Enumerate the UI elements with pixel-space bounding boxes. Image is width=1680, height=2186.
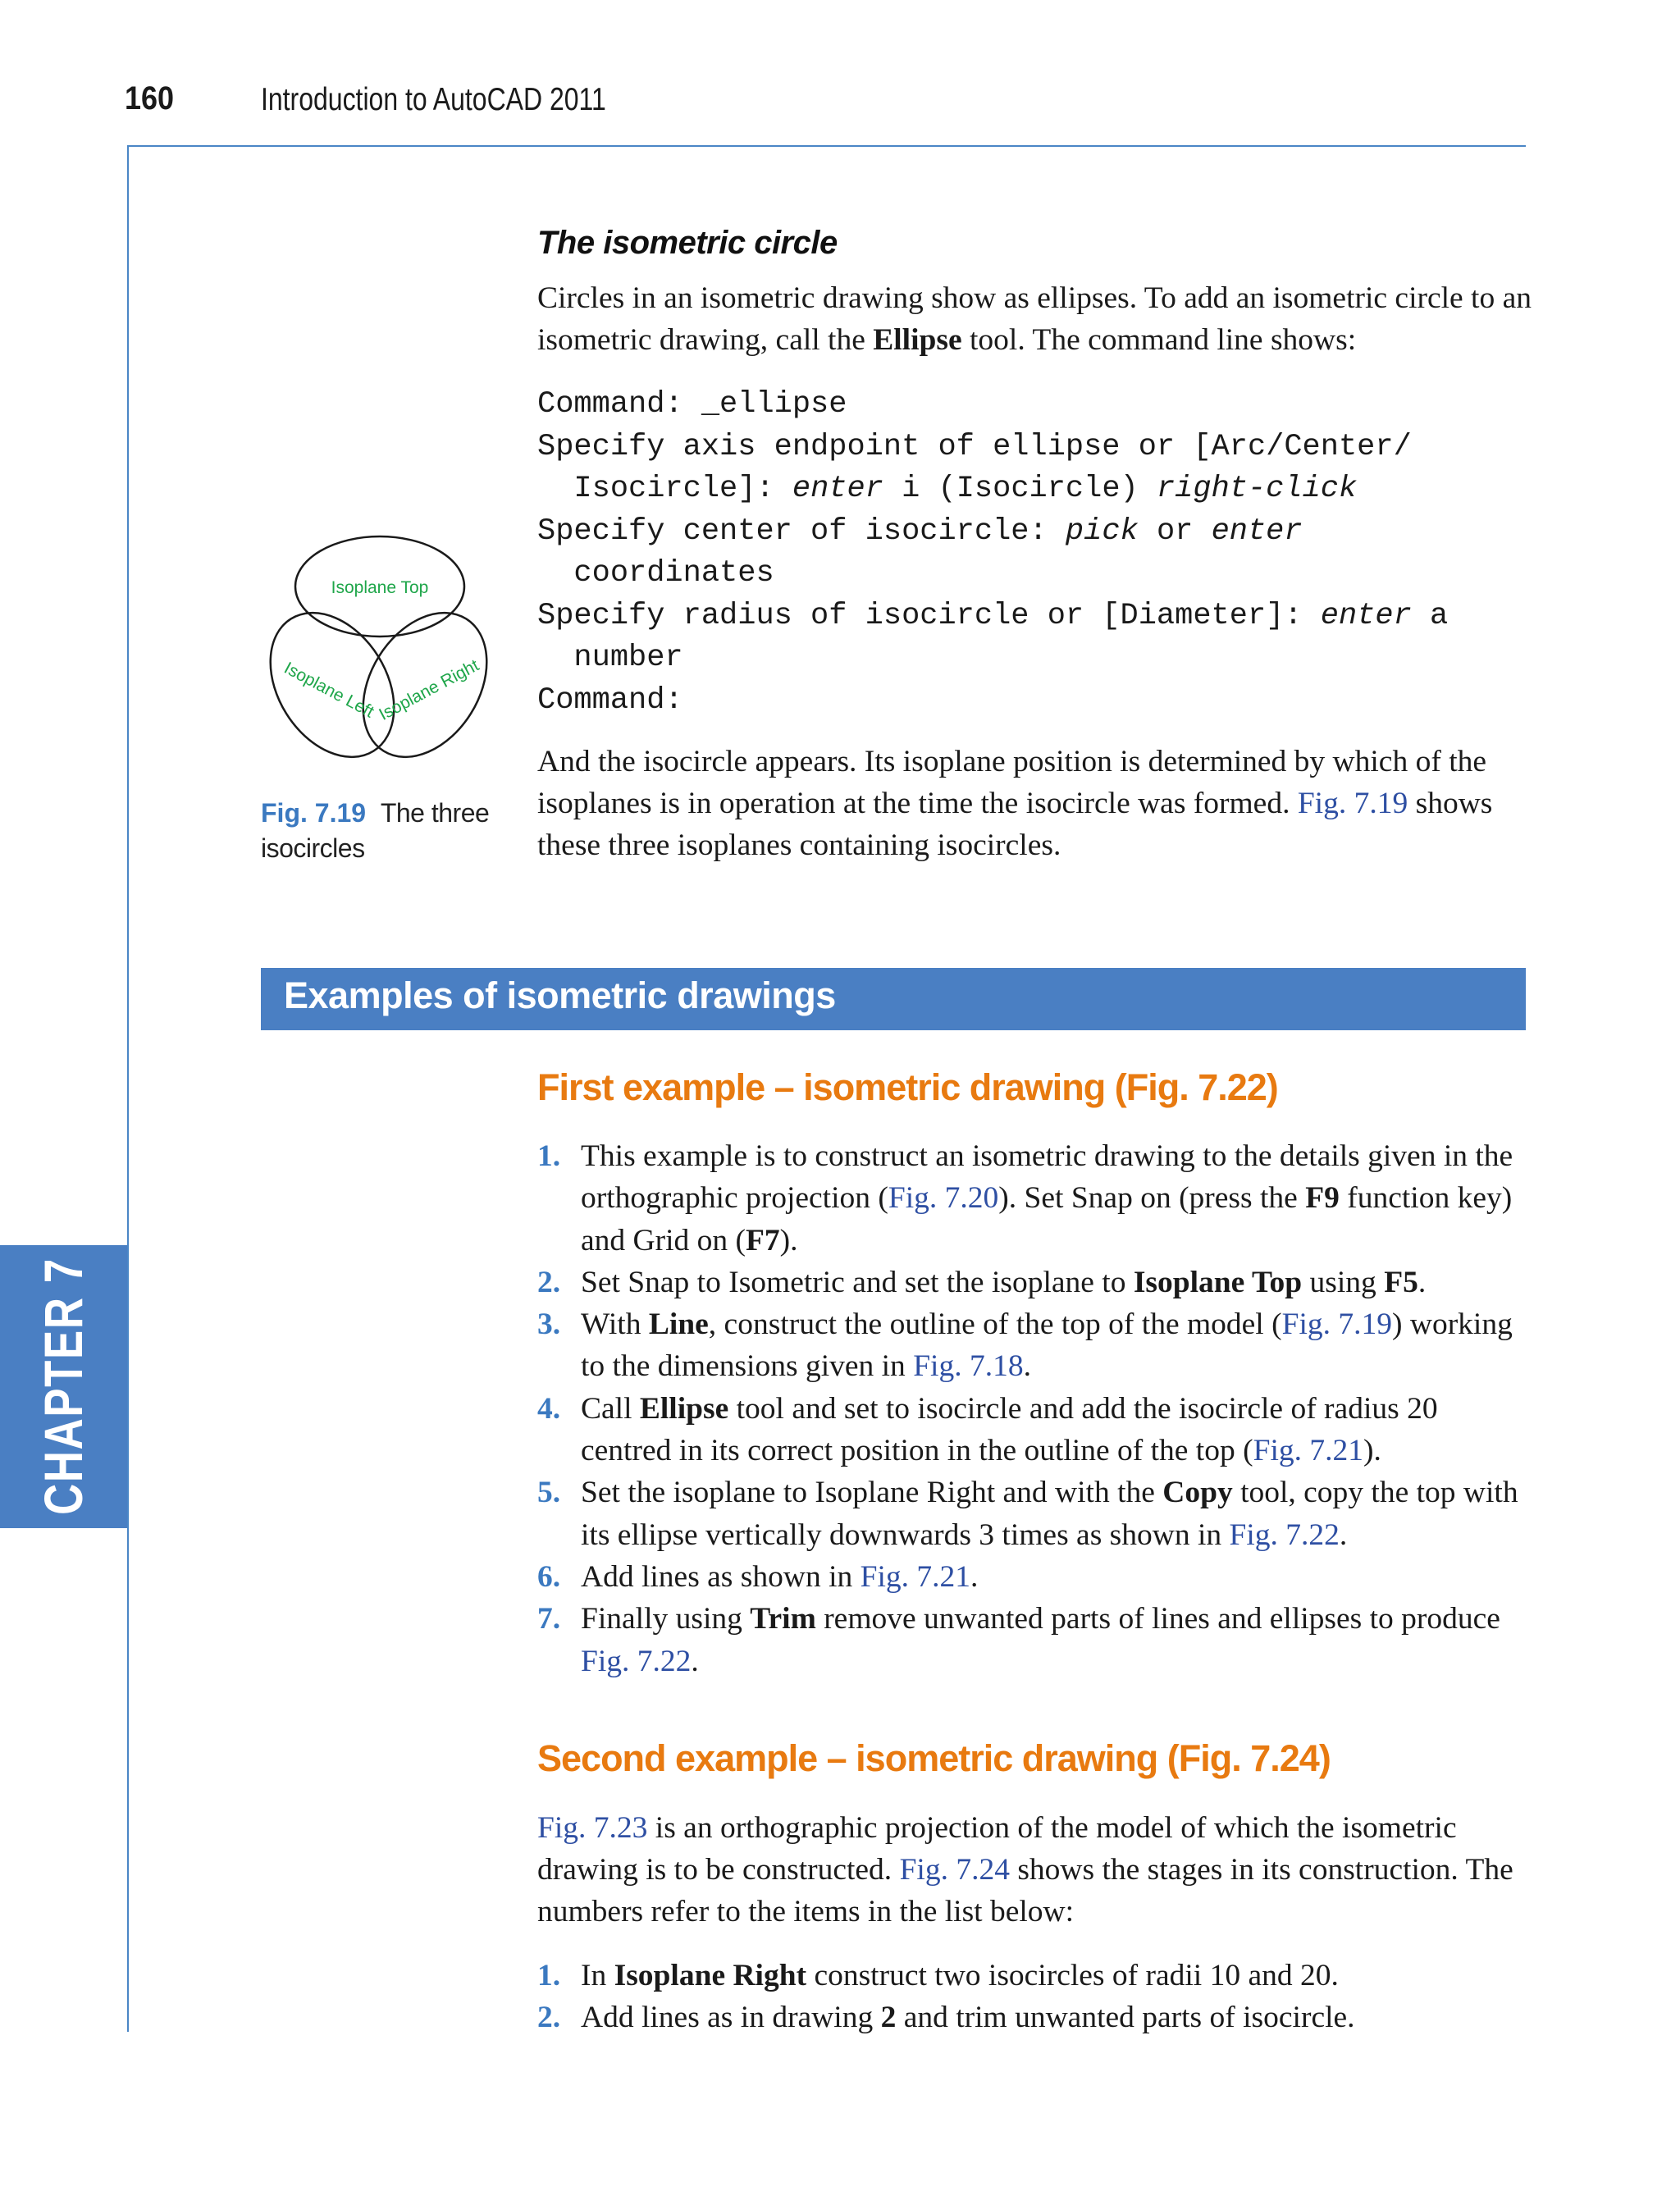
page-number: 160 — [125, 80, 175, 116]
chapter-tab-label: CHAPTER 7 — [33, 1257, 94, 1515]
label-isoplane-left: Isoplane Left — [281, 658, 377, 722]
fig-7-23-link[interactable]: Fig. 7.23 — [537, 1811, 648, 1845]
term-ellipse: Ellipse — [873, 323, 962, 357]
paragraph-isocircle-appears: And the isocircle appears. Its isoplane position is determined by which of the isoplanes is in operation at the time the isocircle was formed. Fig. 7.19 shows these three isoplanes containing isocircles. — [537, 745, 1493, 862]
fig-7-22-link[interactable]: Fig. 7.22 — [1229, 1517, 1340, 1552]
fig-7-20-link[interactable]: Fig. 7.20 — [888, 1181, 999, 1216]
list-item: 3. With Line, construct the outline of the top of the model (Fig. 7.19) working to the dimensions given in Fig. 7.18. — [537, 1307, 1513, 1384]
fig-7-24-link[interactable]: Fig. 7.24 — [899, 1853, 1010, 1887]
label-isoplane-top: Isoplane Top — [331, 578, 429, 597]
paragraph-second-example: Fig. 7.23 is an orthographic projection of the model of which the isometric drawing is to be constructed. Fig. 7.24 shows the stages in its construction. The numbers refer to the items in the list below: — [537, 1811, 1513, 1928]
list-item: 4. Call Ellipse tool and set to isocircle and add the isocircle of radius 20 centred in its correct position in the outline of the top (Fig. 7.21). — [537, 1391, 1438, 1468]
fig-7-22-link[interactable]: Fig. 7.22 — [581, 1644, 692, 1678]
heading-first-example: First example – isometric drawing (Fig. 7.22) — [537, 1066, 1278, 1108]
list-item: 2. Set Snap to Isometric and set the isoplane to Isoplane Top using F5. — [537, 1265, 1427, 1299]
figure-number: Fig. 7.19 — [261, 798, 367, 828]
label-isoplane-right: Isoplane Right — [376, 655, 482, 724]
margin-rule — [127, 145, 129, 2032]
section-heading-isometric-circle: The isometric circle — [537, 225, 838, 261]
figure-caption-text: The three isocircles — [261, 798, 490, 863]
paragraph-intro: Circles in an isometric drawing show as ellipses. To add an isometric circle to an isometric drawing, call the Ellipse tool. The command line shows: — [537, 281, 1532, 357]
ellipse-isoplane-right — [338, 590, 500, 767]
list-item: 6. Add lines as shown in Fig. 7.21. — [537, 1559, 979, 1594]
fig-7-19-link[interactable]: Fig. 7.19 — [1297, 787, 1408, 820]
list-item: 1. In Isoplane Right construct two isocircles of radii 10 and 20. — [537, 1959, 1339, 1992]
fig-7-21-link[interactable]: Fig. 7.21 — [1253, 1434, 1363, 1468]
figure-caption — [261, 796, 507, 866]
fig-7-19-link[interactable]: Fig. 7.19 — [1281, 1307, 1392, 1342]
list-item: 1. This example is to construct an isometric drawing to the details given in the orthographic projection (Fig. 7.20). Set Snap on (press the F9 function key) and Grid on (F7). — [537, 1139, 1513, 1257]
command-line-listing: Command: _ellipse Specify axis endpoint of ellipse or [Arc/Center/ Isocircle]: enter i (Isocircle) right-click Specify center of isocircle: pick or enter coordinates Specify radius of isocircle or [Diameter]: enter a number Command: — [537, 387, 1449, 718]
isocircles-figure — [254, 529, 500, 767]
fig-7-18-link[interactable]: Fig. 7.18 — [913, 1349, 1024, 1384]
list-item: 2. Add lines as in drawing 2 and trim unwanted parts of isocircle. — [537, 2001, 1355, 2035]
list-item: 7. Finally using Trim remove unwanted parts of lines and ellipses to produce Fig. 7.22. — [537, 1602, 1500, 1678]
list-item: 5. Set the isoplane to Isoplane Right and with the Copy tool, copy the top with its ellipse vertically downwards 3 times as shown in Fig. 7.22. — [537, 1476, 1518, 1552]
running-header-title: Introduction to AutoCAD 2011 — [261, 82, 606, 117]
fig-7-21-link[interactable]: Fig. 7.21 — [860, 1559, 971, 1594]
header-rule — [127, 145, 1526, 147]
ellipse-isoplane-left — [254, 590, 419, 767]
section-banner-title: Examples of isometric drawings — [284, 974, 836, 1016]
heading-second-example: Second example – isometric drawing (Fig. 7.24) — [537, 1737, 1331, 1779]
second-example-steps — [537, 1955, 1534, 2039]
first-example-steps — [537, 1135, 1534, 1682]
